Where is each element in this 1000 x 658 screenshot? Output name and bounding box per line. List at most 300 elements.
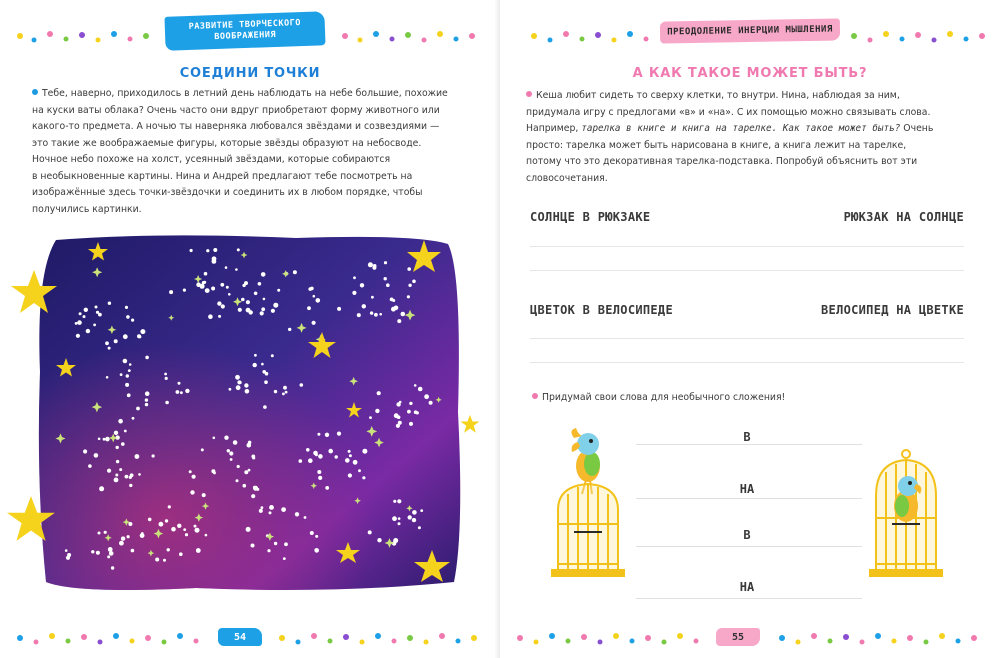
dot[interactable]	[86, 329, 90, 333]
dot[interactable]	[208, 314, 213, 319]
dot[interactable]	[213, 437, 216, 440]
dot[interactable]	[267, 549, 270, 552]
dot[interactable]	[190, 490, 194, 494]
right-page	[500, 0, 1000, 658]
dot[interactable]	[412, 280, 416, 284]
dot[interactable]	[212, 256, 217, 261]
dot[interactable]	[128, 522, 132, 526]
dot[interactable]	[264, 380, 268, 384]
dot[interactable]	[317, 470, 321, 474]
dot[interactable]	[391, 307, 396, 312]
dot[interactable]	[392, 516, 397, 521]
answer-line[interactable]	[530, 338, 964, 339]
dot[interactable]	[337, 307, 341, 311]
star-icon	[460, 414, 480, 434]
dot[interactable]	[194, 525, 197, 528]
dot[interactable]	[295, 512, 299, 516]
dot[interactable]	[348, 450, 351, 453]
dot[interactable]	[397, 499, 401, 503]
dot[interactable]	[407, 295, 410, 298]
dot[interactable]	[211, 287, 215, 291]
dot[interactable]	[108, 547, 113, 552]
dot[interactable]	[213, 472, 216, 475]
blank-line[interactable]	[636, 444, 862, 445]
dot[interactable]	[236, 479, 239, 482]
dot[interactable]	[131, 319, 134, 322]
dot[interactable]	[136, 407, 140, 411]
dot[interactable]	[114, 431, 118, 435]
dot[interactable]	[328, 449, 333, 454]
dot[interactable]	[96, 551, 100, 555]
dot[interactable]	[196, 548, 201, 553]
dot[interactable]	[256, 488, 259, 491]
dot[interactable]	[164, 373, 167, 376]
task-prompt	[532, 392, 785, 403]
dot[interactable]	[165, 401, 169, 405]
dot[interactable]	[171, 527, 176, 532]
dot[interactable]	[235, 268, 238, 271]
dot[interactable]	[310, 531, 314, 535]
blank-line[interactable]	[636, 598, 862, 599]
answer-line[interactable]	[530, 270, 964, 271]
dot[interactable]	[111, 566, 114, 569]
dot[interactable]	[313, 295, 316, 298]
dot[interactable]	[105, 341, 109, 345]
dot[interactable]	[307, 306, 311, 310]
dot[interactable]	[393, 500, 396, 503]
dot[interactable]	[308, 458, 313, 463]
dot[interactable]	[94, 453, 99, 458]
dot[interactable]	[131, 549, 135, 553]
dot[interactable]	[179, 552, 183, 556]
dot[interactable]	[185, 533, 188, 536]
dot[interactable]	[123, 334, 128, 339]
dot[interactable]	[121, 536, 125, 540]
dot[interactable]	[120, 373, 123, 376]
dot[interactable]	[155, 558, 159, 562]
dot[interactable]	[277, 289, 280, 292]
dot[interactable]	[314, 548, 319, 553]
dot[interactable]	[233, 440, 238, 445]
dot[interactable]	[75, 322, 78, 325]
paragraph-line: изображённые здесь точки-звёздочки и соединить их в любом порядке, чтобы	[32, 187, 423, 198]
dot[interactable]	[251, 455, 255, 459]
dot[interactable]	[416, 411, 419, 414]
dot[interactable]	[230, 458, 233, 461]
dot[interactable]	[103, 438, 106, 441]
dot[interactable]	[123, 359, 128, 364]
dot[interactable]	[202, 493, 206, 497]
dot[interactable]	[258, 282, 262, 286]
dot[interactable]	[269, 505, 274, 510]
dot[interactable]	[429, 401, 433, 405]
dot[interactable]	[315, 453, 318, 456]
dot[interactable]	[145, 403, 148, 406]
dot[interactable]	[178, 382, 181, 385]
dot[interactable]	[125, 306, 128, 309]
dot[interactable]	[98, 438, 101, 441]
dot[interactable]	[192, 475, 196, 479]
dot[interactable]	[129, 363, 132, 366]
dot[interactable]	[125, 475, 129, 479]
dot[interactable]	[180, 391, 183, 394]
dot[interactable]	[420, 509, 423, 512]
dot[interactable]	[238, 308, 242, 312]
dot[interactable]	[360, 283, 364, 287]
dot[interactable]	[227, 449, 230, 452]
big-star-icon	[10, 268, 58, 316]
dot[interactable]	[371, 296, 374, 299]
big-star-icon	[6, 494, 56, 544]
blank-line[interactable]	[636, 498, 862, 499]
dot[interactable]	[274, 542, 277, 545]
paragraph-line: Кеша любит сидеть то сверху клетки, то внутри. Нина, наблюдая за ним,	[536, 90, 900, 101]
dot[interactable]	[126, 315, 130, 319]
dot[interactable]	[394, 413, 399, 418]
dot[interactable]	[66, 556, 70, 560]
dot[interactable]	[237, 465, 240, 468]
dot[interactable]	[168, 505, 171, 508]
dot[interactable]	[318, 476, 322, 480]
dot[interactable]	[114, 339, 118, 343]
paragraph-line: на куски ваты облака? Очень часто они вдруг приобретают форму животного или	[32, 104, 440, 116]
dot[interactable]	[353, 460, 358, 465]
dot[interactable]	[235, 375, 240, 380]
birdcage-icon	[552, 484, 624, 576]
banner-line-2: ВООБРАЖЕНИЯ	[214, 29, 277, 43]
dot[interactable]	[127, 393, 131, 397]
dot[interactable]	[398, 421, 402, 425]
dot[interactable]	[349, 454, 352, 457]
dot[interactable]	[145, 391, 150, 396]
dot[interactable]	[335, 455, 338, 458]
dot[interactable]	[205, 534, 208, 537]
paragraph-line: придумала игру с предлогами «в» и «на». С их помощью можно связывать слова.	[526, 106, 931, 118]
bullet-icon	[526, 91, 532, 97]
dot[interactable]	[128, 369, 131, 372]
paragraph-line: это такие же воображаемые фигуры, которые звёзды образуют на небосводе.	[32, 137, 422, 149]
dot[interactable]	[145, 398, 148, 401]
dot[interactable]	[407, 267, 411, 271]
dot[interactable]	[196, 282, 201, 287]
dot[interactable]	[362, 449, 367, 454]
dot[interactable]	[84, 308, 88, 312]
dot[interactable]	[251, 494, 255, 498]
intro-paragraph	[32, 86, 468, 218]
dot[interactable]	[409, 402, 412, 405]
dot[interactable]	[159, 522, 164, 527]
dot[interactable]	[244, 281, 248, 285]
dot[interactable]	[352, 291, 356, 295]
dot[interactable]	[397, 319, 401, 323]
dot[interactable]	[246, 300, 250, 304]
dot[interactable]	[358, 469, 361, 472]
dot[interactable]	[283, 386, 287, 390]
dot[interactable]	[165, 519, 168, 522]
dot[interactable]	[408, 284, 411, 287]
dot[interactable]	[274, 390, 277, 393]
dot[interactable]	[373, 264, 377, 268]
dot[interactable]	[237, 248, 240, 251]
dot[interactable]	[345, 458, 350, 463]
blank-line[interactable]	[636, 546, 862, 547]
dot[interactable]	[310, 287, 314, 291]
dot[interactable]	[368, 262, 373, 267]
dot[interactable]	[183, 289, 186, 292]
dot[interactable]	[408, 515, 412, 519]
dot[interactable]	[99, 486, 104, 491]
dot[interactable]	[132, 417, 135, 420]
banner-line-1: РАЗВИТИЕ ТВОРЧЕСКОГО	[188, 18, 302, 32]
dot[interactable]	[165, 377, 168, 380]
dot[interactable]	[244, 383, 248, 387]
dot[interactable]	[407, 410, 411, 414]
dot[interactable]	[118, 419, 123, 424]
dot[interactable]	[284, 542, 288, 546]
paragraph-line: получились картинки.	[32, 203, 142, 215]
dot[interactable]	[152, 454, 155, 457]
dot[interactable]	[125, 383, 129, 387]
dot[interactable]	[106, 376, 109, 379]
dot[interactable]	[243, 484, 247, 488]
dot[interactable]	[83, 315, 86, 318]
dot[interactable]	[317, 433, 320, 436]
dot[interactable]	[401, 312, 406, 317]
dot[interactable]	[237, 380, 241, 384]
dot[interactable]	[129, 476, 132, 479]
dot[interactable]	[236, 385, 241, 390]
dot[interactable]	[138, 335, 141, 338]
dot[interactable]	[244, 470, 248, 474]
answer-line[interactable]	[530, 246, 964, 247]
dot[interactable]	[317, 299, 320, 302]
dot[interactable]	[129, 484, 132, 487]
dot[interactable]	[115, 474, 118, 477]
dot[interactable]	[357, 313, 361, 317]
dot[interactable]	[269, 511, 272, 514]
dot[interactable]	[98, 532, 101, 535]
dot[interactable]	[251, 544, 255, 548]
dot[interactable]	[65, 549, 68, 552]
dot[interactable]	[119, 541, 124, 546]
paragraph-line: словосочетания.	[526, 172, 608, 184]
dot[interactable]	[409, 422, 413, 426]
dot[interactable]	[263, 298, 266, 301]
dot[interactable]	[226, 286, 229, 289]
answer-line[interactable]	[530, 362, 964, 363]
dot[interactable]	[221, 304, 225, 308]
dot[interactable]	[261, 307, 265, 311]
dot[interactable]	[325, 486, 329, 490]
dot[interactable]	[201, 448, 204, 451]
dot[interactable]	[229, 451, 233, 455]
dot[interactable]	[77, 320, 82, 325]
dot[interactable]	[167, 548, 170, 551]
dot[interactable]	[104, 531, 107, 534]
dot[interactable]	[261, 363, 264, 366]
section-banner: ПРЕОДОЛЕНИЕ ИНЕРЦИИ МЫШЛЕНИЯ	[660, 18, 840, 43]
dot[interactable]	[398, 517, 401, 520]
dot[interactable]	[375, 409, 379, 413]
dot[interactable]	[141, 532, 144, 535]
dot[interactable]	[190, 249, 193, 252]
dot[interactable]	[206, 249, 209, 252]
dot[interactable]	[145, 356, 149, 360]
dot[interactable]	[185, 389, 189, 393]
dot[interactable]	[288, 328, 291, 331]
dot[interactable]	[246, 527, 251, 532]
dot[interactable]	[379, 313, 382, 316]
dot[interactable]	[183, 528, 186, 531]
dot[interactable]	[424, 394, 429, 399]
dot[interactable]	[218, 315, 221, 318]
dot[interactable]	[225, 266, 228, 269]
dot[interactable]	[384, 277, 387, 280]
dot[interactable]	[205, 288, 210, 293]
dot[interactable]	[245, 389, 250, 394]
dot[interactable]	[107, 555, 110, 558]
dot[interactable]	[213, 248, 217, 252]
dot[interactable]	[119, 468, 122, 471]
dot[interactable]	[418, 387, 423, 392]
dot[interactable]	[374, 313, 378, 317]
dot[interactable]	[76, 334, 80, 338]
dot[interactable]	[228, 293, 231, 296]
dot[interactable]	[121, 442, 125, 446]
dot[interactable]	[285, 391, 288, 394]
dot[interactable]	[271, 354, 274, 357]
dot[interactable]	[217, 301, 221, 305]
page-number: 54	[218, 628, 262, 646]
dot[interactable]	[325, 433, 329, 437]
dot[interactable]	[377, 391, 381, 395]
dot[interactable]	[260, 311, 264, 315]
dot[interactable]	[220, 283, 224, 287]
dot[interactable]	[126, 374, 129, 377]
dot[interactable]	[281, 507, 286, 512]
dot[interactable]	[418, 526, 421, 529]
dot[interactable]	[253, 363, 257, 367]
dot[interactable]	[202, 281, 205, 284]
dot[interactable]	[300, 383, 304, 387]
parrot-in-cage-illustration	[868, 448, 944, 578]
preposition-label: НА	[739, 580, 755, 594]
dot[interactable]	[293, 270, 297, 274]
dot[interactable]	[248, 469, 251, 472]
dot[interactable]	[265, 372, 269, 376]
dot[interactable]	[224, 436, 228, 440]
dot[interactable]	[116, 446, 119, 449]
dot[interactable]	[368, 530, 372, 534]
dot[interactable]	[229, 388, 232, 391]
dot[interactable]	[177, 524, 181, 528]
dot[interactable]	[398, 522, 401, 525]
dot[interactable]	[127, 535, 130, 538]
dot[interactable]	[79, 312, 82, 315]
section-banner	[164, 11, 325, 51]
dot[interactable]	[88, 464, 92, 468]
dot[interactable]	[412, 510, 417, 515]
dot[interactable]	[304, 516, 307, 519]
phrase-right: ВЕЛОСИПЕД НА ЦВЕТКЕ	[821, 303, 964, 317]
dot[interactable]	[140, 329, 145, 334]
preposition-label: НА	[739, 482, 755, 496]
dot[interactable]	[318, 454, 323, 459]
dot[interactable]	[107, 469, 111, 473]
dot[interactable]	[116, 460, 119, 463]
dot[interactable]	[299, 459, 303, 463]
dot[interactable]	[189, 470, 192, 473]
dot[interactable]	[83, 449, 87, 453]
dot[interactable]	[377, 538, 381, 542]
dot[interactable]	[353, 276, 356, 279]
dot[interactable]	[337, 432, 341, 436]
dot[interactable]	[412, 518, 416, 522]
phrase-right: РЮКЗАК НА СОЛНЦЕ	[843, 210, 964, 224]
dot[interactable]	[247, 443, 252, 448]
dot[interactable]	[282, 393, 285, 396]
dot[interactable]	[195, 528, 200, 533]
dot[interactable]	[362, 476, 365, 479]
dot[interactable]	[241, 298, 245, 302]
dot[interactable]	[96, 311, 99, 314]
handwritten-example: тарелка в книге и книга на тарелке. Как такое может быть?	[581, 123, 901, 134]
dot[interactable]	[348, 473, 352, 477]
dot[interactable]	[108, 347, 111, 350]
dot[interactable]	[204, 272, 208, 276]
dot[interactable]	[254, 354, 257, 357]
dot[interactable]	[261, 272, 266, 277]
dot[interactable]	[109, 551, 114, 556]
dot[interactable]	[254, 292, 258, 296]
dot[interactable]	[114, 478, 119, 483]
dot[interactable]	[362, 304, 366, 308]
page-heading: А КАК ТАКОЕ МОЖЕТ БЫТЬ?	[632, 66, 868, 81]
dot[interactable]	[148, 518, 152, 522]
dot[interactable]	[169, 290, 173, 294]
dot[interactable]	[315, 535, 318, 538]
preposition-label: В	[743, 430, 751, 444]
dot[interactable]	[138, 473, 141, 476]
dot[interactable]	[176, 390, 180, 394]
dot[interactable]	[271, 309, 275, 313]
dot[interactable]	[312, 321, 316, 325]
dot[interactable]	[105, 437, 110, 442]
dot[interactable]	[95, 306, 98, 309]
dot[interactable]	[124, 430, 127, 433]
page-number: 55	[716, 628, 760, 646]
dot[interactable]	[414, 384, 417, 387]
dot[interactable]	[283, 557, 286, 560]
dot[interactable]	[273, 303, 278, 308]
dot[interactable]	[399, 401, 402, 404]
dot[interactable]	[392, 299, 395, 302]
dot[interactable]	[91, 550, 94, 553]
dot[interactable]	[384, 261, 387, 264]
dot[interactable]	[249, 310, 253, 314]
dot[interactable]	[135, 454, 140, 459]
dot[interactable]	[163, 559, 166, 562]
dot[interactable]	[259, 509, 263, 513]
dot[interactable]	[108, 302, 111, 305]
dot[interactable]	[370, 311, 373, 314]
dot[interactable]	[93, 324, 96, 327]
dot[interactable]	[263, 405, 267, 409]
dot[interactable]	[386, 283, 390, 287]
dot[interactable]	[261, 506, 264, 509]
dot[interactable]	[306, 448, 310, 452]
dot[interactable]	[369, 416, 372, 419]
